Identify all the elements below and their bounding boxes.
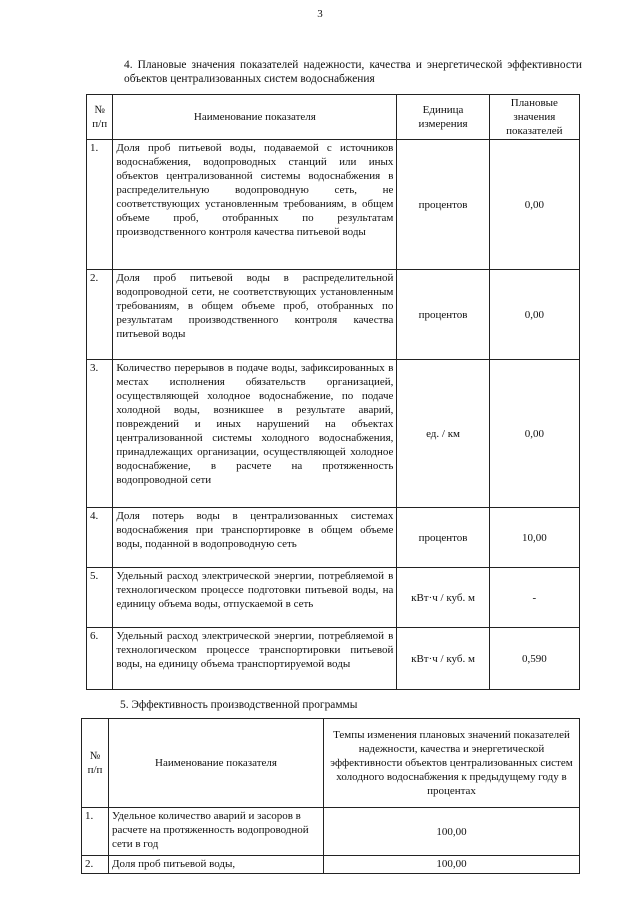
- header-name: Наименование показателя: [109, 719, 324, 808]
- row-name: Доля проб питьевой воды,: [109, 856, 324, 874]
- table-header-row: [82, 719, 580, 808]
- header-num: № п/п: [87, 95, 113, 140]
- row-unit: процентов: [397, 270, 489, 360]
- table-row: [87, 270, 580, 360]
- row-unit: кВт·ч / куб. м: [397, 628, 489, 690]
- header-value: Плановые значения показателей: [489, 95, 579, 140]
- row-unit: процентов: [397, 508, 489, 568]
- row-name: Количество перерывов в подаче воды, зафиксированных в местах исполнения обязательств организацией, осуществляющей холодное водоснабжение, по подаче холодной воды, возникшее в результате аварий, повреждений и иных нарушений на объектах централизованной системы холодного водоснабжения, принадлежащих организации, осуществляющей холодное водоснабжение, в расчете на протяженность водопроводной сети: [113, 360, 397, 508]
- row-value: 100,00: [324, 808, 580, 856]
- efficiency-table: [81, 718, 580, 874]
- row-unit: кВт·ч / куб. м: [397, 568, 489, 628]
- header-num: № п/п: [82, 719, 109, 808]
- header-unit: Единица измерения: [397, 95, 489, 140]
- row-unit: процентов: [397, 140, 489, 270]
- row-unit: ед. / км: [397, 360, 489, 508]
- section-5-title: 5. Эффективность производственной программы: [120, 699, 358, 711]
- row-value: 0,00: [489, 140, 579, 270]
- row-value: 0,00: [489, 270, 579, 360]
- table-row: [87, 360, 580, 508]
- row-name: Удельный расход электрической энергии, потребляемой в технологическом процессе подготовки питьевой воды, на единицу объема воды, отпускаемой в сеть: [113, 568, 397, 628]
- row-num: 2.: [87, 270, 113, 360]
- table-row: [87, 568, 580, 628]
- row-value: 10,00: [489, 508, 579, 568]
- table-row: [82, 856, 580, 874]
- row-num: 3.: [87, 360, 113, 508]
- table-row: [87, 140, 580, 270]
- row-name: Удельное количество аварий и засоров в расчете на протяженность водопроводной сети в год: [109, 808, 324, 856]
- row-value: 100,00: [324, 856, 580, 874]
- table-row: [87, 508, 580, 568]
- row-num: 1.: [87, 140, 113, 270]
- indicators-table: [86, 94, 580, 690]
- row-num: 1.: [82, 808, 109, 856]
- row-value: 0,590: [489, 628, 579, 690]
- row-num: 4.: [87, 508, 113, 568]
- row-value: -: [489, 568, 579, 628]
- header-name: Наименование показателя: [113, 95, 397, 140]
- row-num: 5.: [87, 568, 113, 628]
- row-name: Доля потерь воды в централизованных системах водоснабжения при транспортировке в общем объеме воды, поданной в водопроводную сеть: [113, 508, 397, 568]
- row-value: 0,00: [489, 360, 579, 508]
- table-row: [87, 628, 580, 690]
- header-value: Темпы изменения плановых значений показателей надежности, качества и энергетической эффективности объектов централизованных систем холодного водоснабжения к предыдущему году в процентах: [324, 719, 580, 808]
- row-num: 6.: [87, 628, 113, 690]
- table-header-row: [87, 95, 580, 140]
- row-name: Удельный расход электрической энергии, потребляемой в технологическом процессе транспортировки питьевой воды, на единицу объема транспортируемой воды: [113, 628, 397, 690]
- row-name: Доля проб питьевой воды в распределительной водопроводной сети, не соответствующих установленным требованиям, в общем объеме проб, отобранных по результатам производственного контроля качества питьевой воды: [113, 270, 397, 360]
- row-num: 2.: [82, 856, 109, 874]
- row-name: Доля проб питьевой воды, подаваемой с источников водоснабжения, водопроводных станций или иных объектов централизованной системы водоснабжения в распределительную водопроводную сеть, не соответствующих установленным требованиям, в общем объеме проб, отобранных по результатам производственного контроля качества питьевой воды: [113, 140, 397, 270]
- page-number: 3: [317, 8, 323, 20]
- table-row: [82, 808, 580, 856]
- section-4-title: 4. Плановые значения показателей надежности, качества и энергетической эффективности объектов централизованных систем водоснабжения: [124, 59, 582, 85]
